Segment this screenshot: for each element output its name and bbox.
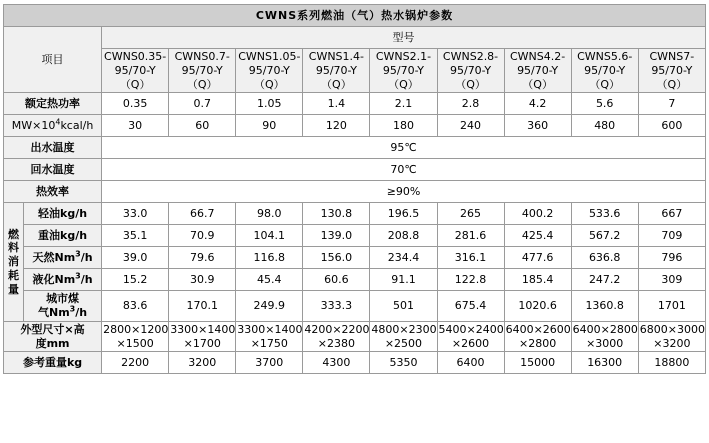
row-rated-power-mw xyxy=(4,93,706,115)
model-name-line2: 95/70-Y（Q） xyxy=(651,63,693,91)
model-name-line2: 95/70-Y（Q） xyxy=(248,63,290,91)
model-name-line1: CWNS4.2- xyxy=(510,50,566,63)
fuel-value: 1701 xyxy=(638,291,705,322)
rated-power-mw-value: 0.35 xyxy=(102,93,169,115)
rated-power-mw-value: 0.7 xyxy=(169,93,236,115)
rated-power-kcal-value: 360 xyxy=(504,115,571,137)
model-name-line2: 95/70-Y（Q） xyxy=(584,63,626,91)
fuel-value: 185.4 xyxy=(504,269,571,291)
model-name-line1: CWNS2.1- xyxy=(375,50,432,63)
model-name-line2: 95/70-Y（Q） xyxy=(382,63,424,91)
dimension-line1: 4800×2300 xyxy=(371,322,437,336)
fuel-row-label xyxy=(24,225,102,247)
fuel-value: 709 xyxy=(638,225,705,247)
fuel-name: 城市煤 xyxy=(46,292,80,306)
fuel-value: 1020.6 xyxy=(504,291,571,322)
row-fuel-lpg xyxy=(4,269,706,291)
model-header-cell xyxy=(638,49,705,93)
boiler-parameter-table xyxy=(3,4,706,374)
fuel-unit: kg/h xyxy=(60,206,88,220)
fuel-value: 208.8 xyxy=(370,225,437,247)
unit-mw-text: MW xyxy=(11,118,33,132)
weight-label: 参考重量kg xyxy=(4,352,102,374)
fuel-value: 122.8 xyxy=(437,269,504,291)
fuel-value: 333.3 xyxy=(303,291,370,322)
fuel-consumption-label xyxy=(4,203,24,322)
rated-power-kcal-value: 180 xyxy=(370,115,437,137)
fuel-value: 265 xyxy=(437,203,504,225)
weight-value: 4300 xyxy=(303,352,370,374)
rated-power-kcal-value: 480 xyxy=(571,115,638,137)
weight-value: 15000 xyxy=(504,352,571,374)
dimension-line1: 6800×3000 xyxy=(639,322,705,336)
rated-power-kcal-value: 30 xyxy=(102,115,169,137)
fuel-row-label xyxy=(24,203,102,225)
rated-power-mw-value: 1.05 xyxy=(236,93,303,115)
outlet-temp-label: 出水温度 xyxy=(4,137,102,159)
fuel-value: 1360.8 xyxy=(571,291,638,322)
model-header-cell xyxy=(303,49,370,93)
dimension-value xyxy=(571,321,638,352)
fuel-value: 170.1 xyxy=(169,291,236,322)
model-header-cell xyxy=(370,49,437,93)
fuel-row-label xyxy=(24,269,102,291)
fuel-value: 98.0 xyxy=(236,203,303,225)
fuel-value: 636.8 xyxy=(571,247,638,269)
fuel-value: 501 xyxy=(370,291,437,322)
model-header-cell xyxy=(504,49,571,93)
rated-power-mw-value: 2.1 xyxy=(370,93,437,115)
fuel-label-char-4: 耗 xyxy=(8,268,19,282)
weight-value: 6400 xyxy=(437,352,504,374)
row-fuel-natural-gas xyxy=(4,247,706,269)
dimension-line2: ×2600 xyxy=(451,336,490,350)
row-weight xyxy=(4,352,706,374)
dimension-value xyxy=(370,321,437,352)
rated-power-kcal-value: 60 xyxy=(169,115,236,137)
dimension-line1: 2800×1200 xyxy=(103,322,169,336)
dimension-label-line2: 度mm xyxy=(35,336,70,350)
fuel-label-char-1: 燃 xyxy=(8,227,19,241)
fuel-unit: Nm$^3$/h xyxy=(54,249,93,264)
fuel-name: 天然 xyxy=(32,250,55,264)
dimension-line1: 6400×2800 xyxy=(572,322,638,336)
row-dimensions xyxy=(4,321,706,352)
dimension-line2: ×2380 xyxy=(317,336,355,350)
weight-value: 18800 xyxy=(638,352,705,374)
row-fuel-city-gas xyxy=(4,291,706,322)
rated-power-mw-value: 4.2 xyxy=(504,93,571,115)
dimension-line1: 5400×2400 xyxy=(438,322,504,336)
fuel-value: 33.0 xyxy=(102,203,169,225)
rated-power-mw-value: 7 xyxy=(638,93,705,115)
rated-power-label: 额定热功率 xyxy=(4,93,102,115)
rated-power-kcal-value: 120 xyxy=(303,115,370,137)
dimension-label-line1: 外型尺寸×高 xyxy=(20,322,85,336)
model-name-line1: CWNS5.6- xyxy=(577,50,633,63)
fuel-value: 196.5 xyxy=(370,203,437,225)
model-header-label: 型号 xyxy=(102,27,706,49)
model-name-line1: CWNS1.05- xyxy=(238,50,301,63)
fuel-value: 249.9 xyxy=(236,291,303,322)
fuel-name: 液化 xyxy=(32,272,55,286)
model-header-cell xyxy=(437,49,504,93)
fuel-value: 247.2 xyxy=(571,269,638,291)
fuel-label-char-5: 量 xyxy=(8,282,19,296)
dimension-line1: 3300×1400 xyxy=(237,322,303,336)
model-name-line2: 95/70-Y（Q） xyxy=(449,63,492,91)
fuel-value: 30.9 xyxy=(169,269,236,291)
fuel-row-label xyxy=(24,291,102,322)
dimension-value xyxy=(504,321,571,352)
model-header-cell xyxy=(102,49,169,93)
row-efficiency xyxy=(4,181,706,203)
rated-power-mw-value: 1.4 xyxy=(303,93,370,115)
fuel-value: 425.4 xyxy=(504,225,571,247)
fuel-unit: 气Nm$^3$/h xyxy=(38,304,88,319)
unit-kcal-text: $\times 10^4kcal/h$ xyxy=(32,117,94,132)
fuel-value: 400.2 xyxy=(504,203,571,225)
fuel-name: 重油 xyxy=(38,228,61,242)
rated-power-mw-value: 2.8 xyxy=(437,93,504,115)
fuel-value: 477.6 xyxy=(504,247,571,269)
efficiency-label: 热效率 xyxy=(4,181,102,203)
dimension-value xyxy=(102,321,169,352)
model-name-line1: CWNS7- xyxy=(649,50,695,63)
rated-power-kcal-value: 600 xyxy=(638,115,705,137)
dimension-line1: 4200×2200 xyxy=(304,322,370,336)
dimension-line2: ×1750 xyxy=(250,336,288,350)
rated-power-mw-value: 5.6 xyxy=(571,93,638,115)
efficiency-value: ≥90% xyxy=(102,181,706,203)
page-title: CWNS系列燃油（气）热水锅炉参数 xyxy=(4,5,706,27)
table-title-row xyxy=(4,5,706,27)
row-outlet-temp xyxy=(4,137,706,159)
header-row-model xyxy=(4,27,706,49)
row-fuel-light-oil xyxy=(4,203,706,225)
return-temp-value: 70℃ xyxy=(102,159,706,181)
row-fuel-heavy-oil xyxy=(4,225,706,247)
fuel-name: 轻油 xyxy=(38,206,61,220)
fuel-value: 667 xyxy=(638,203,705,225)
dimension-line2: ×1700 xyxy=(183,336,221,350)
model-name-line2: 95/70-Y（Q） xyxy=(181,63,223,91)
fuel-value: 15.2 xyxy=(102,269,169,291)
fuel-value: 309 xyxy=(638,269,705,291)
fuel-value: 45.4 xyxy=(236,269,303,291)
model-name-line2: 95/70-Y（Q） xyxy=(114,63,156,91)
rated-power-kcal-value: 90 xyxy=(236,115,303,137)
model-name-line2: 95/70-Y（Q） xyxy=(315,63,357,91)
dimension-value xyxy=(303,321,370,352)
row-rated-power-kcal xyxy=(4,115,706,137)
fuel-value: 281.6 xyxy=(437,225,504,247)
dimension-line2: ×1500 xyxy=(116,336,154,350)
item-header-label: 项目 xyxy=(4,27,102,93)
fuel-value: 60.6 xyxy=(303,269,370,291)
outlet-temp-value: 95℃ xyxy=(102,137,706,159)
fuel-value: 130.8 xyxy=(303,203,370,225)
rated-power-unit-label xyxy=(4,115,102,137)
fuel-value: 35.1 xyxy=(102,225,169,247)
model-name-line1: CWNS2.8- xyxy=(442,50,499,63)
weight-value: 5350 xyxy=(370,352,437,374)
fuel-value: 70.9 xyxy=(169,225,236,247)
return-temp-label: 回水温度 xyxy=(4,159,102,181)
dimension-value xyxy=(437,321,504,352)
fuel-value: 675.4 xyxy=(437,291,504,322)
fuel-value: 116.8 xyxy=(236,247,303,269)
dimension-line2: ×3000 xyxy=(586,336,624,350)
fuel-value: 156.0 xyxy=(303,247,370,269)
dimension-line2: ×2500 xyxy=(384,336,423,350)
rated-power-kcal-value: 240 xyxy=(437,115,504,137)
fuel-value: 139.0 xyxy=(303,225,370,247)
fuel-value: 567.2 xyxy=(571,225,638,247)
weight-value: 3200 xyxy=(169,352,236,374)
fuel-value: 83.6 xyxy=(102,291,169,322)
weight-value: 2200 xyxy=(102,352,169,374)
fuel-unit: kg/h xyxy=(60,228,88,242)
dimension-line2: ×2800 xyxy=(519,336,557,350)
fuel-value: 316.1 xyxy=(437,247,504,269)
dimension-line1: 3300×1400 xyxy=(170,322,236,336)
weight-value: 16300 xyxy=(571,352,638,374)
fuel-unit: Nm$^3$/h xyxy=(54,271,93,286)
fuel-value: 234.4 xyxy=(370,247,437,269)
fuel-value: 533.6 xyxy=(571,203,638,225)
model-header-cell xyxy=(169,49,236,93)
model-name-line1: CWNS0.7- xyxy=(174,50,230,63)
header-row-model-names xyxy=(4,49,706,93)
fuel-value: 66.7 xyxy=(169,203,236,225)
fuel-row-label xyxy=(24,247,102,269)
fuel-value: 39.0 xyxy=(102,247,169,269)
dimension-value xyxy=(169,321,236,352)
model-name-line1: CWNS1.4- xyxy=(308,50,364,63)
model-header-cell xyxy=(236,49,303,93)
fuel-value: 104.1 xyxy=(236,225,303,247)
dimension-value xyxy=(638,321,705,352)
dimension-line2: ×3200 xyxy=(653,336,691,350)
weight-value: 3700 xyxy=(236,352,303,374)
row-return-temp xyxy=(4,159,706,181)
fuel-label-char-2: 料 xyxy=(8,241,19,255)
model-name-line1: CWNS0.35- xyxy=(104,50,167,63)
dimension-line1: 6400×2600 xyxy=(505,322,571,336)
fuel-value: 796 xyxy=(638,247,705,269)
fuel-value: 79.6 xyxy=(169,247,236,269)
model-name-line2: 95/70-Y（Q） xyxy=(517,63,559,91)
dimension-value xyxy=(236,321,303,352)
model-header-cell xyxy=(571,49,638,93)
dimension-label xyxy=(4,321,102,352)
fuel-value: 91.1 xyxy=(370,269,437,291)
fuel-label-char-3: 消 xyxy=(8,255,19,269)
